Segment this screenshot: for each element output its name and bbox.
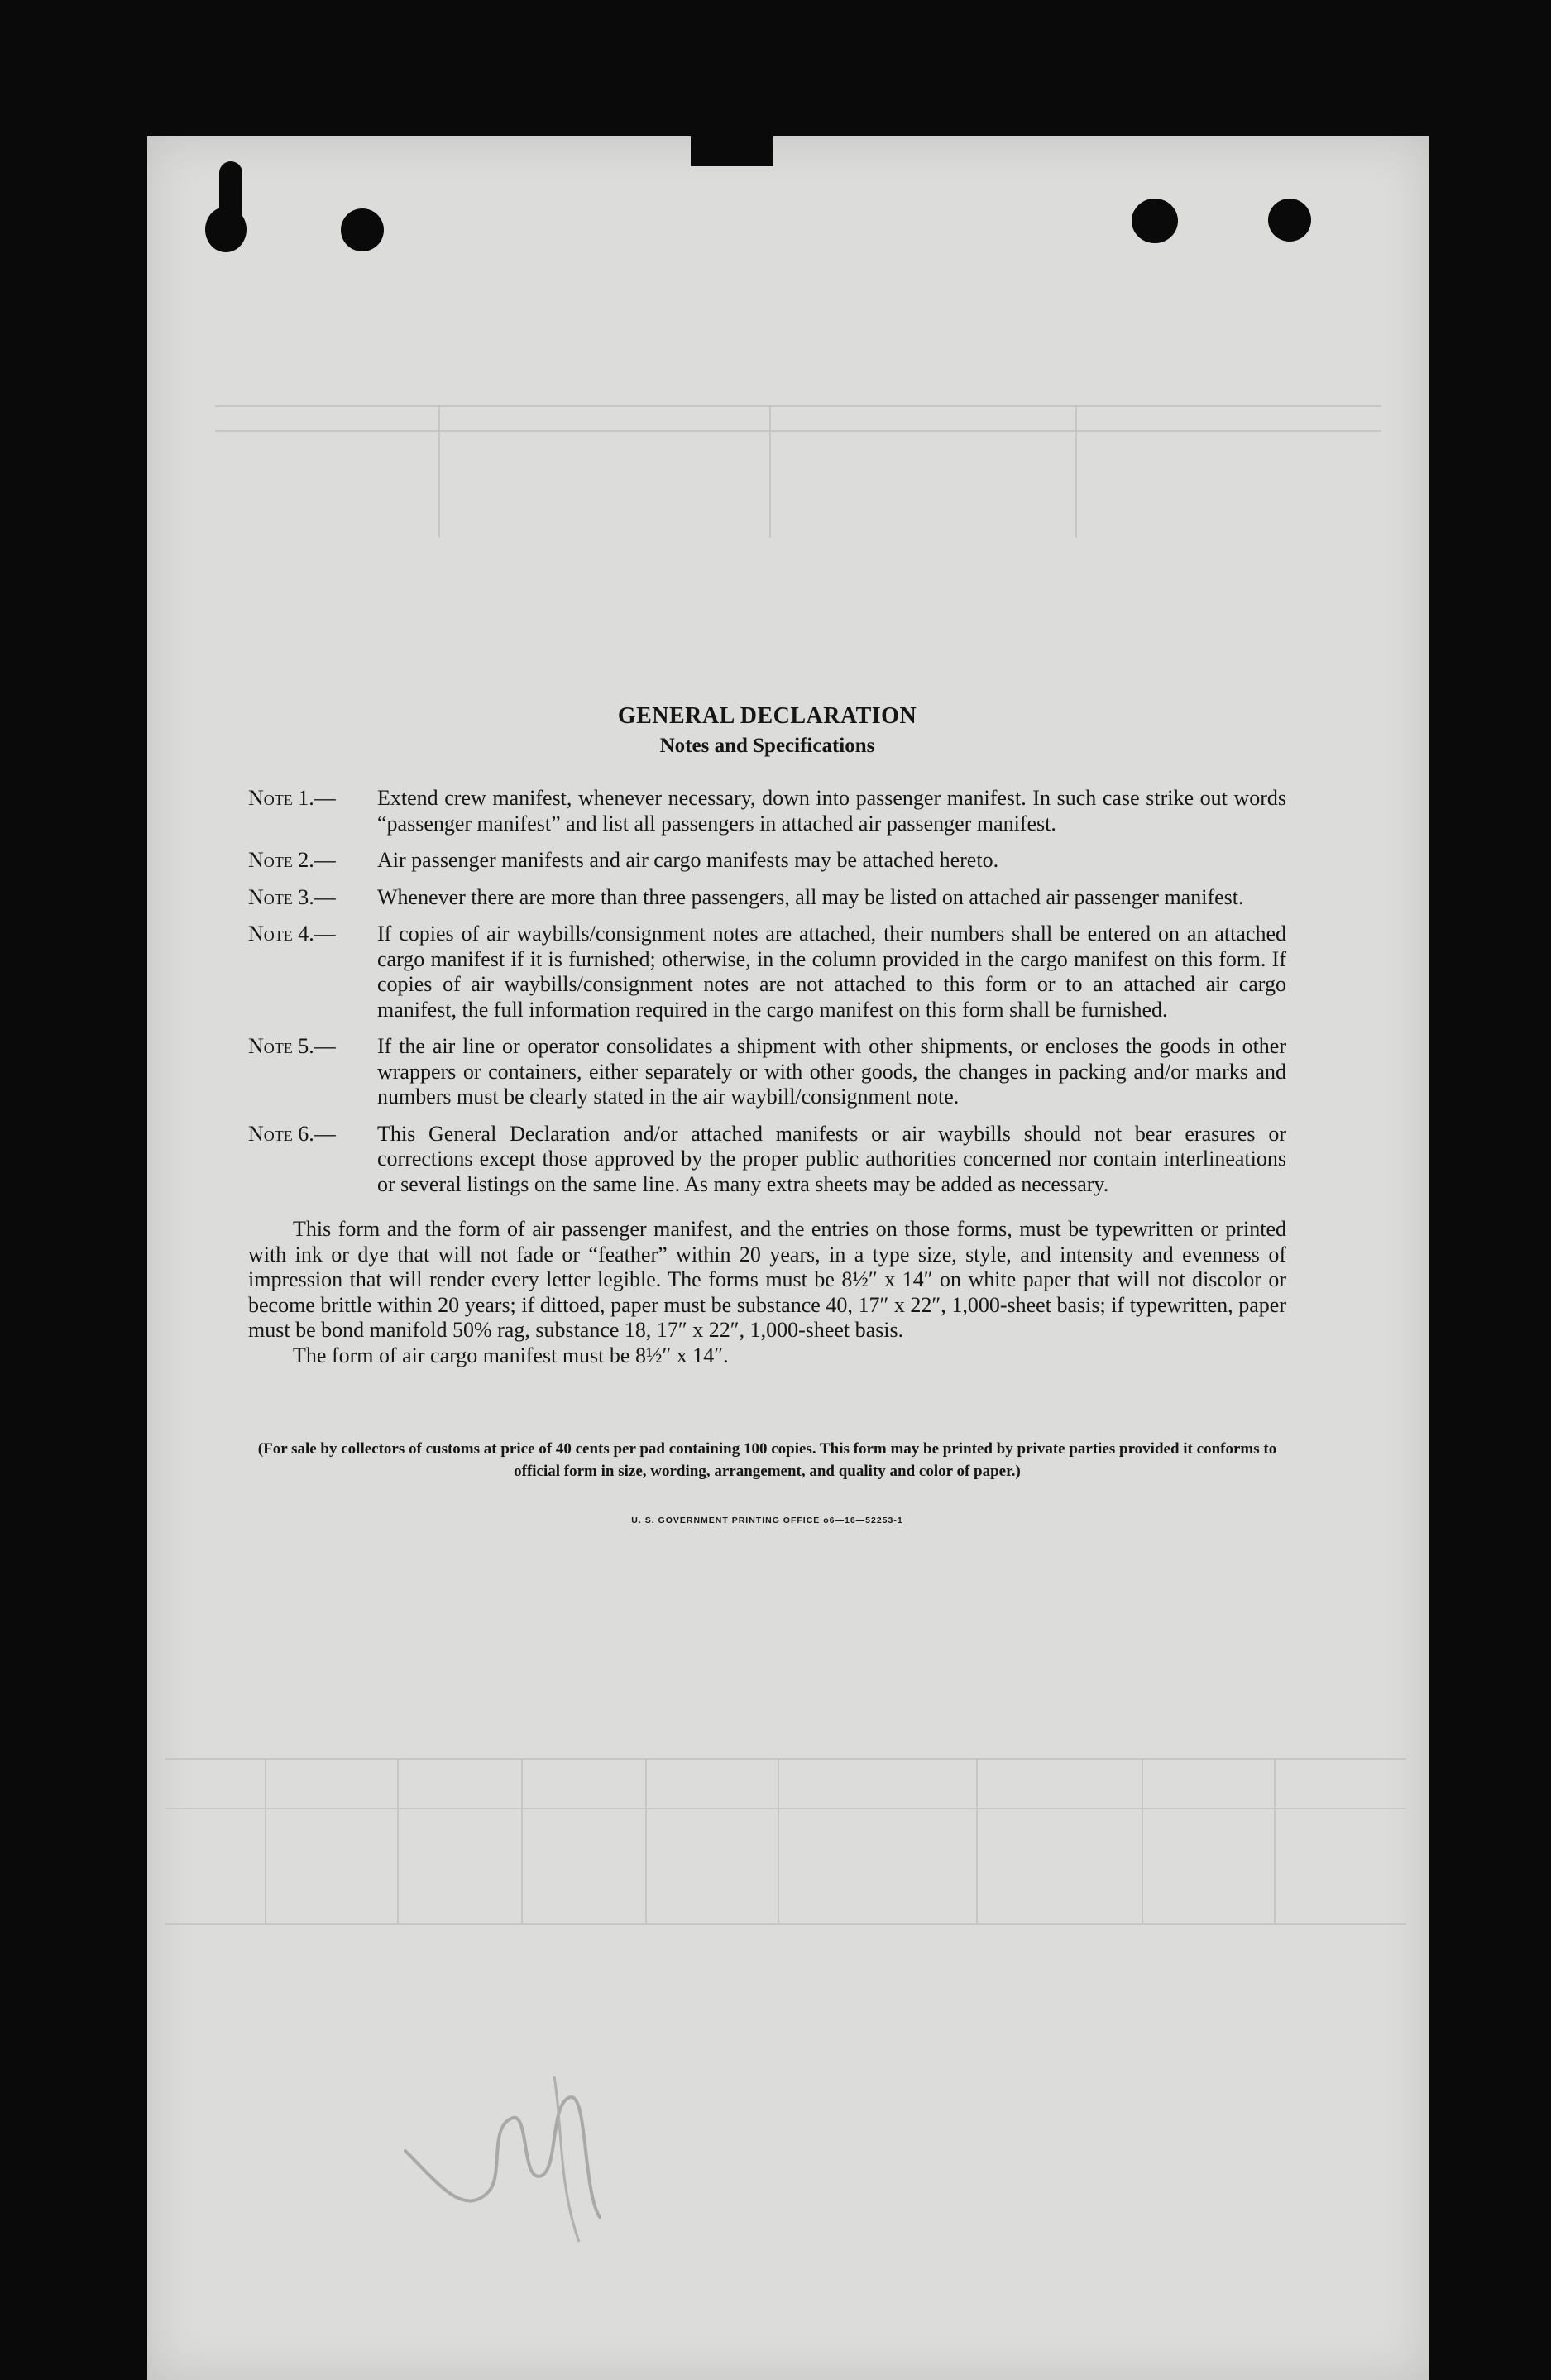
note-text: Air passenger manifests and air cargo manifests may be attached hereto.	[377, 848, 999, 872]
general-declaration-notes	[248, 703, 1286, 1525]
bleed-through-rule	[1075, 405, 1077, 538]
page-notch	[691, 136, 773, 166]
bleed-through-rule	[1142, 1758, 1143, 1923]
bleed-through-rule	[265, 1758, 266, 1923]
printer-imprint: U. S. GOVERNMENT PRINTING OFFICE o6—16—52253-1	[631, 1516, 903, 1525]
bleed-through-rule	[778, 1758, 779, 1923]
note-text: If copies of air waybills/consignment notes are attached, their numbers shall be entered on an attached cargo manifest if it is furnished; otherwise, in the column provided in the cargo manifest on this form. If copies of air waybills/consignment notes are not attached to this form or to an attached air cargo manifest, the full information required in the cargo manifest on this form shall be furnished.	[377, 922, 1286, 1022]
bleed-through-rule	[645, 1758, 647, 1923]
bleed-through-rule	[1274, 1758, 1276, 1923]
note-label: Note 6.—	[248, 1121, 336, 1146]
page-title: GENERAL DECLARATION	[617, 703, 917, 729]
note-1	[248, 786, 1286, 836]
punch-hole	[341, 208, 384, 251]
bleed-through-rule	[438, 405, 440, 538]
note-label: Note 1.—	[248, 786, 336, 810]
sale-notice: (For sale by collectors of customs at price of 40 cents per pad containing 100 copies. This form may be printed by private parties provided it conforms to official form in size, wording, arrangement, and quality and color of paper.)	[257, 1440, 1277, 1480]
bleed-through-rule	[215, 430, 1381, 432]
note-label: Note 3.—	[248, 884, 336, 909]
bleed-through-rule	[165, 1758, 1406, 1760]
punch-hole	[1132, 199, 1178, 243]
bleed-through-rule	[165, 1808, 1406, 1809]
bleed-through-rule	[165, 1923, 1406, 1925]
note-3	[248, 885, 1286, 911]
bleed-through-rule	[215, 405, 1381, 407]
note-2	[248, 848, 1286, 874]
note-text: Whenever there are more than three passengers, all may be listed on attached air passenger manifest.	[377, 884, 1244, 909]
punch-hole	[1268, 199, 1311, 242]
note-text: Extend crew manifest, whenever necessary, down into passenger manifest. In such case strike out words “passenger manifest” and list all passengers in attached air passenger manifest.	[377, 786, 1286, 836]
bleed-through-rule	[976, 1758, 978, 1923]
note-5	[248, 1034, 1286, 1110]
bleed-through-rule	[397, 1758, 399, 1923]
signature-bleed-through	[389, 2052, 637, 2250]
page-subtitle: Notes and Specifications	[659, 735, 875, 757]
note-4	[248, 922, 1286, 1022]
bleed-through-rule	[769, 405, 771, 538]
form-requirements-paragraph: This form and the form of air passenger manifest, and the entries on those forms, must be typewritten or printed with ink or dye that will not fade or “feather” within 20 years, in a type size, style, and intensity and evenness of impression that will render every letter legible. The forms must be 8½″ x 14″ on white paper that will not discolor or become brittle within 20 years; if dittoed, paper must be substance 40, 17″ x 22″, 1,000-sheet basis; if typewritten, paper must be bond manifold 50% rag, substance 18, 17″ x 22″, 1,000-sheet basis.	[248, 1217, 1286, 1342]
note-text: This General Declaration and/or attached manifests or air waybills should not bear erasures or corrections except those approved by the proper public authorities concerned nor contain interlineations or several listings on the same line. As many extra sheets may be added as necessary.	[377, 1121, 1286, 1196]
note-label: Note 5.—	[248, 1034, 336, 1058]
note-label: Note 4.—	[248, 922, 336, 946]
bleed-through-rule	[521, 1758, 523, 1923]
note-text: If the air line or operator consolidates a shipment with other shipments, or encloses the goods in other wrappers or containers, either separately or with other goods, the changes in packing and/or marks and numbers must be clearly stated in the air waybill/consignment note.	[377, 1034, 1286, 1109]
punch-hole	[205, 207, 247, 252]
cargo-manifest-size-line: The form of air cargo manifest must be 8½″ x 14″.	[293, 1343, 729, 1367]
note-6	[248, 1122, 1286, 1198]
note-label: Note 2.—	[248, 848, 336, 872]
